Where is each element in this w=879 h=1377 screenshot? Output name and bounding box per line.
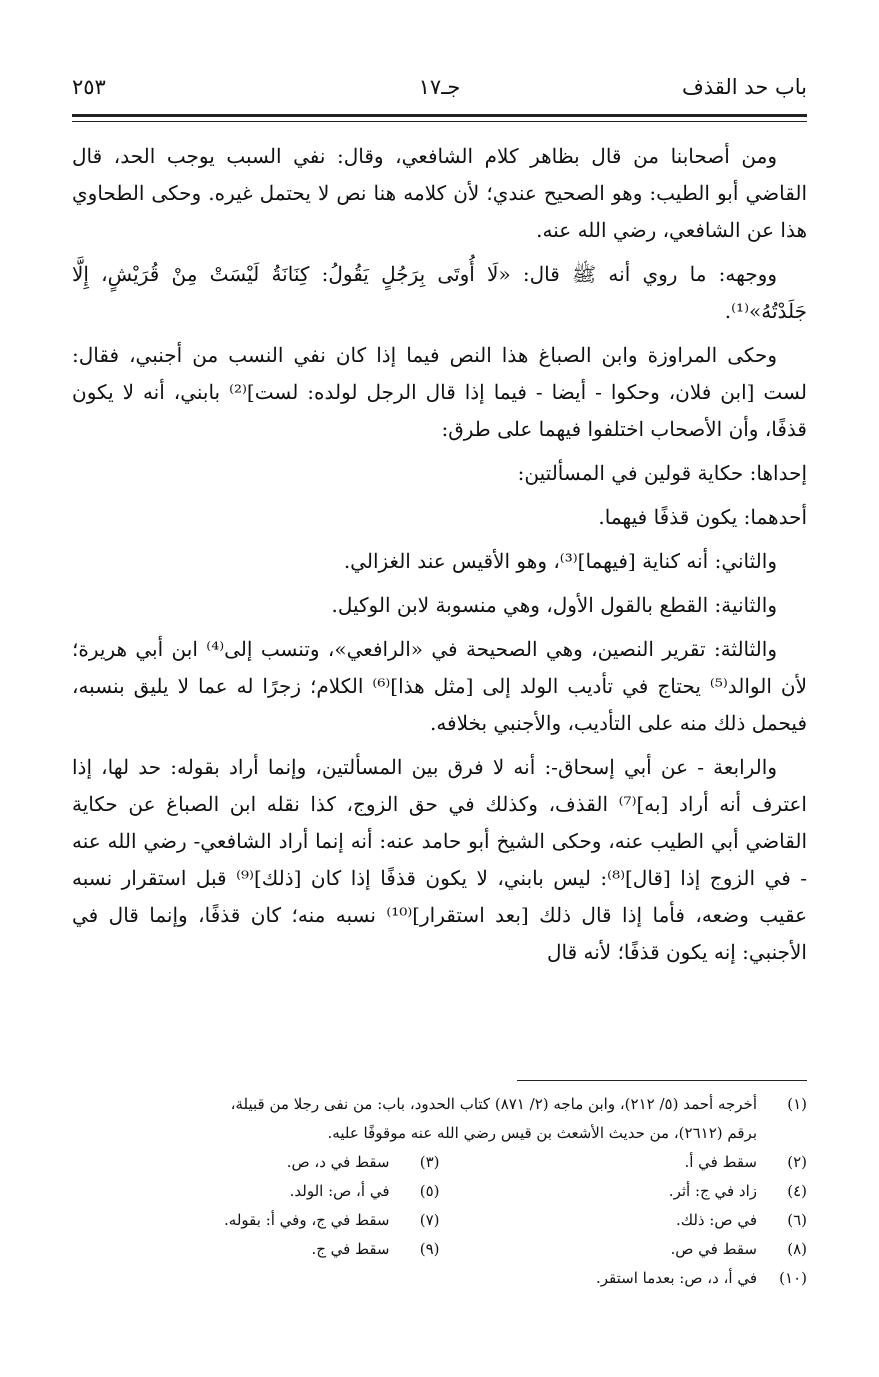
footnote-number: (٣)	[419, 1153, 440, 1171]
footnote-number: (٤)	[787, 1182, 807, 1200]
paragraph: والثاني: أنه كناية [فيهما]⁽³⁾، وهو الأقيس عند الغزالي.	[343, 549, 777, 573]
paragraph: أحدهما: يكون قذفًا فيهما.	[598, 505, 807, 529]
paragraph: ومن أصحابنا من قال بظاهر كلام الشافعي، وقال: نفي السبب يوجب الحد، قال القاضي أبو الطيب: وهو الصحيح عندي؛ لأن كلامه هنا نص لا يحتمل غيره. وحكى الطحاوي هذا عن الشافعي، رضي الله عنه.	[72, 144, 807, 242]
footnote-text: سقط في ج.	[311, 1240, 390, 1258]
header-rule-thick	[72, 114, 807, 117]
footnote-text: في أ، د، ص: بعدما استقر.	[595, 1269, 757, 1287]
footnote-number: (٢)	[787, 1153, 807, 1171]
footnote-number: (٥)	[419, 1182, 440, 1200]
paragraph: والثالثة: تقرير النصين، وهي الصحيحة في «الرافعي»، وتنسب إلى⁽⁴⁾ ابن أبي هريرة؛ لأن الوالد⁽⁵⁾ يحتاج في تأديب الولد إلى [مثل هذا]⁽⁶⁾ الكلام؛ زجرًا له عما لا يليق بنسبه، فيحمل ذلك منه على التأديب، والأجنبي بخلافه.	[72, 637, 807, 735]
footnote-text: في ص: ذلك.	[675, 1211, 757, 1229]
footnote-text: أخرجه أحمد (٥/ ٢١٢)، وابن ماجه (٢/ ٨٧١) كتاب الحدود، باب: من نفى رجلا من قبيلة،	[230, 1095, 757, 1113]
header-rule-thin	[72, 121, 807, 122]
footnote-separator	[517, 1080, 807, 1081]
footnote-number: (١)	[787, 1095, 807, 1113]
footnotes	[72, 1090, 807, 1293]
page-number: ٢٥٣	[72, 75, 106, 99]
footnote-text: سقط في د، ص.	[286, 1153, 390, 1171]
footnote-row	[72, 1235, 807, 1264]
paragraph: والثانية: القطع بالقول الأول، وهي منسوبة لابن الوكيل.	[331, 593, 777, 617]
main-text	[72, 138, 807, 971]
running-header	[72, 70, 807, 104]
footnote-row	[72, 1177, 807, 1206]
footnote-row	[72, 1148, 807, 1177]
footnote-1	[72, 1090, 807, 1119]
footnote-text: في أ، ص: الولد.	[289, 1182, 390, 1200]
footnote-number: (٧)	[419, 1211, 440, 1229]
footnote-number: (١٠)	[779, 1269, 807, 1287]
paragraph: والرابعة - عن أبي إسحاق-: أنه لا فرق بين المسألتين، وإنما أراد بقوله: حد لها، إذا اعترف أنه أراد [به]⁽⁷⁾ القذف، وكذلك في حق الزوج، كذا نقله ابن الصباغ عن حكاية القاضي أبي الطيب عنه، وحكى الشيخ أبو حامد عنه: أنه إنما أراد الشافعي- رضي الله عنه - في الزوج إذا [قال]⁽⁸⁾: ليس بابني، لا يكون قذفًا إذا كان [ذلك]⁽⁹⁾ قبل استقرار نسبه عقيب وضعه، فأما إذا قال ذلك [بعد استقرار]⁽¹⁰⁾ نسبه منه؛ كان قذفًا، وإنما قال في الأجنبي: إنه يكون قذفًا؛ لأنه قال	[72, 755, 808, 964]
footnote-number: (٩)	[419, 1240, 440, 1258]
footnote-number: (٦)	[787, 1211, 807, 1229]
footnote-row	[72, 1206, 807, 1235]
footnote-text: سقط في أ.	[684, 1153, 757, 1171]
paragraph: وحكى المراوزة وابن الصباغ هذا النص فيما إذا كان نفي النسب من أجنبي، فقال: لست [ابن فلان، وحكوا - أيضا - فيما إذا قال الرجل لولده: لست]⁽²⁾ بابني، أنه لا يكون قذفًا، وأن الأصحاب اختلفوا فيهما على طرق:	[72, 343, 807, 441]
chapter-title: باب حد القذف	[681, 75, 807, 99]
paragraph: إحداها: حكاية قولين في المسألتين:	[517, 461, 807, 485]
footnote-text: سقط في ج، وفي أ: بقوله.	[224, 1211, 390, 1229]
paragraph: ووجهه: ما روي أنه ﷺ قال: «لَا أُوتَى بِرَجُلٍ يَقُولُ: كِنَانَةُ لَيْسَتْ مِنْ قُرَيْشٍ، إِلَّا جَلَدْتُهُ»⁽¹⁾.	[72, 262, 807, 323]
volume-label: جـ١٧	[418, 75, 461, 99]
footnote-1-continued: برقم (٢٦١٢)، من حديث الأشعث بن قيس رضي الله عنه موقوفًا عليه.	[327, 1124, 757, 1142]
footnote-10	[72, 1264, 807, 1293]
footnote-text: سقط في ص.	[670, 1240, 757, 1258]
footnote-text: زاد في ج: أثر.	[668, 1182, 757, 1200]
footnote-number: (٨)	[787, 1240, 807, 1258]
